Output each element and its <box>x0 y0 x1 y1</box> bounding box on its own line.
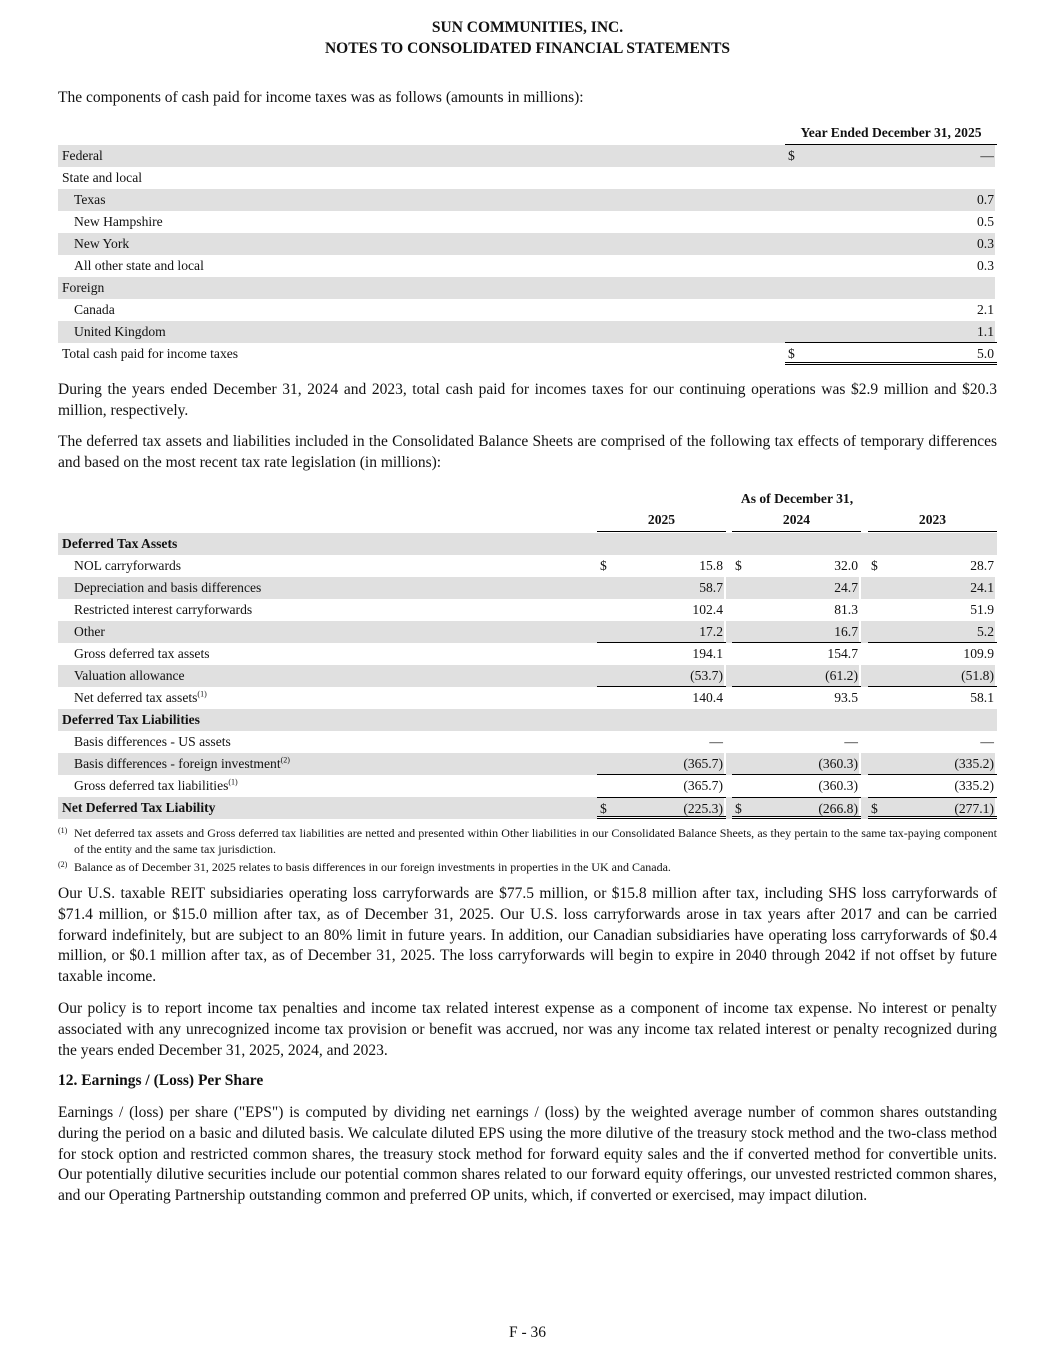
deferred-value: (61.2) <box>825 668 858 683</box>
cash-tax-value-cell <box>785 321 997 343</box>
dollar-sign: $ <box>735 558 742 573</box>
cash-tax-row-label: New Hampshire <box>74 214 163 229</box>
deferred-tax-row <box>58 555 997 577</box>
dollar-sign: $ <box>735 801 742 816</box>
cash-tax-value: — <box>980 148 994 163</box>
deferred-value-cell-2025 <box>597 599 726 621</box>
deferred-value-cell-2024 <box>732 577 861 599</box>
deferred-value: (360.3) <box>818 756 858 771</box>
cell-shading <box>785 277 995 299</box>
deferred-value-cell-2024 <box>732 775 861 797</box>
row-label-text: Deferred Tax Liabilities <box>62 712 200 727</box>
deferred-value-cell-2024 <box>732 599 861 621</box>
footnote-1-text: Net deferred tax assets and Gross deferred tax liabilities are netted and presented within Other liabilities in our Consolidated Balance Sheets, as they pertain to the same tax-paying component of the entity and the same tax jurisdiction. <box>74 826 997 856</box>
deferred-tax-row <box>58 687 997 709</box>
deferred-value: 32.0 <box>834 558 858 573</box>
deferred-tax-row-label <box>74 624 105 640</box>
cash-tax-row <box>58 321 997 343</box>
deferred-value-cell-2023 <box>868 577 997 599</box>
deferred-tax-row-label <box>74 580 261 596</box>
dollar-sign: $ <box>600 558 607 573</box>
cash-tax-row-label: Texas <box>74 192 106 207</box>
year-header-2025: 2025 <box>597 512 726 532</box>
deferred-tax-row-label <box>74 668 185 684</box>
deferred-value-cell-2024 <box>732 555 861 577</box>
deferred-value: — <box>844 734 858 749</box>
deferred-tax-row-label <box>74 558 181 574</box>
deferred-tax-row-label <box>74 690 207 706</box>
deferred-value: 102.4 <box>692 602 723 617</box>
cash-tax-row-label: All other state and local <box>74 258 204 273</box>
dollar-sign: $ <box>600 801 607 816</box>
year-header-2023: 2023 <box>868 512 997 532</box>
deferred-value-cell-2023 <box>868 687 997 709</box>
deferred-value: — <box>709 734 723 749</box>
deferred-value: (53.7) <box>690 668 723 683</box>
deferred-tax-row <box>58 577 997 599</box>
deferred-value: (277.1) <box>954 801 994 816</box>
deferred-value-cell-2025 <box>597 775 726 797</box>
deferred-value: — <box>980 734 994 749</box>
cash-tax-value: 0.3 <box>977 258 994 273</box>
dollar-sign: $ <box>871 801 878 816</box>
deferred-value-cell-2025 <box>597 731 726 753</box>
cash-tax-value-cell <box>785 189 997 211</box>
deferred-tax-row <box>58 753 997 775</box>
cash-tax-row <box>58 299 997 321</box>
deferred-value: 81.3 <box>834 602 858 617</box>
cash-tax-row <box>58 167 997 189</box>
cash-tax-row <box>58 277 997 299</box>
footnote-1-mark: (1) <box>58 826 68 835</box>
row-label-text: Depreciation and basis differences <box>74 580 262 595</box>
deferred-value-cell-2024 <box>732 797 861 819</box>
cell-shading <box>868 621 995 642</box>
deferred-value-cell-2025 <box>597 577 726 599</box>
row-label-text: NOL carryforwards <box>74 558 182 573</box>
deferred-value: 15.8 <box>699 558 723 573</box>
company-name: SUN COMMUNITIES, INC. <box>431 19 624 36</box>
row-label-text: Gross deferred tax assets <box>74 646 210 661</box>
row-label-text: Valuation allowance <box>74 668 185 683</box>
deferred-tax-row-label <box>74 734 231 750</box>
deferred-value-cell-2025 <box>597 753 726 775</box>
deferred-value: 58.1 <box>970 690 994 705</box>
cash-tax-value: 0.5 <box>977 214 994 229</box>
footnote-2-mark: (2) <box>58 860 68 869</box>
cash-tax-value: 0.3 <box>977 236 994 251</box>
deferred-value: 24.1 <box>970 580 994 595</box>
deferred-value: 17.2 <box>699 624 723 639</box>
as-of-header: As of December 31, <box>740 491 854 506</box>
deferred-value: 58.7 <box>699 580 723 595</box>
deferred-value-cell-2025 <box>597 621 726 643</box>
deferred-value: 194.1 <box>692 646 723 661</box>
deferred-value-cell-2025 <box>597 555 726 577</box>
eps-paragraph: Earnings / (loss) per share ("EPS") is computed by dividing net earnings / (loss) by the weighted average number of common shares outstanding during the period on a basic and diluted basis. We calculate diluted EPS using the more dilutive of the treasury stock method and the two-class method for stock option and restricted common shares, the treasury stock method for forward equity sales and the if converted method for convertible units. Our potentially dilutive securities include our potential common shares related to our forward equity offerings, our unvested restricted common shares, and our Operating Partnership outstanding common and preferred OP units, which, if converted or exercised, may impact dilution. <box>58 1104 997 1205</box>
cash-tax-value-cell <box>785 343 997 365</box>
footnote-1 <box>58 826 997 857</box>
deferred-value: 51.9 <box>970 602 994 617</box>
deferred-tax-row <box>58 621 997 643</box>
page-number: F - 36 <box>508 1324 547 1341</box>
deferred-tax-row-label <box>74 646 210 662</box>
deferred-value-cell-2024 <box>732 731 861 753</box>
cash-tax-value: 2.1 <box>977 302 994 317</box>
reit-loss-paragraph: Our U.S. taxable REIT subsidiaries operating loss carryforwards are $77.5 million, or $15.8 million after tax, including SHS loss carryforwards of $71.4 million, or $15.0 million after tax, as of December 31, 2025. Our U.S. loss carryforwards arose in tax years after 2017 and can be carried forward indefinitely, but are subject to an 80% limit in future years. In addition, our Canadian subsidiaries have operating loss carryforwards of $0.4 million, or $0.1 million after tax, as of December 31, 2025. The loss carryforwards will begin to expire in 2040 through 2042 if not offset by future taxable income. <box>58 885 997 986</box>
row-label-text: Net Deferred Tax Liability <box>62 800 216 815</box>
deferred-value-cell-2023 <box>868 753 997 775</box>
cell-shading <box>785 233 995 255</box>
deferred-value-cell-2024 <box>732 665 861 687</box>
deferred-value-cell-2023 <box>868 621 997 643</box>
deferred-value-cell-2023 <box>868 643 997 665</box>
cash-tax-value-cell <box>785 255 997 277</box>
deferred-intro-paragraph: The deferred tax assets and liabilities included in the Consolidated Balance Sheets are comprised of the following tax effects of temporary differences and based on the most recent tax rate legislation (in millions): <box>58 433 997 471</box>
year-header-2024: 2024 <box>732 512 861 532</box>
deferred-value: (360.3) <box>818 778 858 793</box>
cash-tax-row <box>58 211 997 233</box>
deferred-value-cell-2025 <box>597 643 726 665</box>
cell-shading <box>785 145 995 167</box>
cash-tax-row <box>58 255 997 277</box>
deferred-tax-row-label <box>62 536 177 552</box>
deferred-value: 140.4 <box>692 690 723 705</box>
cash-tax-row <box>58 233 997 255</box>
footnote-ref: (1) <box>228 777 238 787</box>
deferred-tax-row-label <box>62 800 215 816</box>
deferred-value-cell-2025 <box>597 687 726 709</box>
deferred-tax-row-label <box>74 756 290 772</box>
deferred-value-cell-2025 <box>597 797 726 819</box>
cash-tax-value-cell <box>785 167 997 189</box>
deferred-tax-row <box>58 797 997 819</box>
cash-tax-value-cell <box>785 145 997 167</box>
row-label-text: Restricted interest carryforwards <box>74 602 253 617</box>
cash-tax-value: 1.1 <box>977 324 994 339</box>
deferred-value: 28.7 <box>970 558 994 573</box>
deferred-tax-row <box>58 775 997 797</box>
deferred-tax-row <box>58 665 997 687</box>
cash-tax-value-cell <box>785 277 997 299</box>
deferred-tax-row <box>58 709 997 731</box>
deferred-value: 24.7 <box>834 580 858 595</box>
deferred-value: 16.7 <box>834 624 858 639</box>
deferred-value-cell-2023 <box>868 731 997 753</box>
cash-tax-column-header: Year Ended December 31, 2025 <box>785 125 997 145</box>
row-label-text: Gross deferred tax liabilities <box>74 778 229 793</box>
deferred-tax-row-label <box>62 712 200 728</box>
deferred-tax-row-label <box>74 602 252 618</box>
deferred-value-cell-2024 <box>732 753 861 775</box>
deferred-tax-row-label <box>74 778 238 794</box>
deferred-value: 93.5 <box>834 690 858 705</box>
cash-tax-value-cell <box>785 211 997 233</box>
deferred-value: (225.3) <box>683 801 723 816</box>
deferred-value: (335.2) <box>954 756 994 771</box>
deferred-value: 109.9 <box>963 646 994 661</box>
deferred-tax-row <box>58 533 997 555</box>
deferred-value-cell-2024 <box>732 621 861 643</box>
cash-tax-row-label: Federal <box>62 148 103 163</box>
deferred-value-cell-2024 <box>732 687 861 709</box>
cash-tax-row-label: Canada <box>74 302 115 317</box>
deferred-value: (365.7) <box>683 778 723 793</box>
deferred-value: 5.2 <box>977 624 994 639</box>
cash-tax-value: 5.0 <box>977 346 994 361</box>
cash-tax-row-label: United Kingdom <box>74 324 166 339</box>
row-label-text: Deferred Tax Assets <box>62 536 178 551</box>
deferred-value-cell-2023 <box>868 599 997 621</box>
cash-tax-row-label: New York <box>74 236 130 251</box>
cash-tax-row <box>58 343 997 365</box>
deferred-value-cell-2023 <box>868 555 997 577</box>
deferred-tax-row <box>58 731 997 753</box>
footnote-2 <box>58 860 997 876</box>
cash-tax-value-cell <box>785 233 997 255</box>
deferred-value-cell-2023 <box>868 797 997 819</box>
row-label-text: Net deferred tax assets <box>74 690 198 705</box>
tax-policy-paragraph: Our policy is to report income tax penalties and income tax related interest expense as a component of income tax expense. No interest or penalty associated with any unrecognized income tax provision or benefit was accrued, nor was any income tax related interest or penalty recognized during the years ended December 31, 2025, 2024, and 2023. <box>58 1000 997 1059</box>
dollar-sign: $ <box>871 558 878 573</box>
prior-years-paragraph: During the years ended December 31, 2024 and 2023, total cash paid for incomes taxes for our continuing operations was $2.9 million and $20.3 million, respectively. <box>58 381 997 419</box>
section-heading-eps: 12. Earnings / (Loss) Per Share <box>58 1072 264 1089</box>
dollar-sign: $ <box>788 346 795 361</box>
cash-tax-value-cell <box>785 299 997 321</box>
deferred-value: (266.8) <box>818 801 858 816</box>
row-label-text: Other <box>74 624 105 639</box>
deferred-value: (51.8) <box>961 668 994 683</box>
cash-tax-value: 0.7 <box>977 192 994 207</box>
deferred-tax-row <box>58 643 997 665</box>
footnote-ref: (1) <box>197 689 207 699</box>
cell-shading <box>785 189 995 211</box>
footnote-2-text: Balance as of December 31, 2025 relates to basis differences in our foreign investments in properties in the UK and Canada. <box>74 860 671 874</box>
cash-tax-row <box>58 189 997 211</box>
cash-tax-row <box>58 145 997 167</box>
cash-tax-row-label: Total cash paid for income taxes <box>62 346 239 361</box>
deferred-value: (335.2) <box>954 778 994 793</box>
deferred-value-cell-2023 <box>868 665 997 687</box>
cell-shading <box>785 321 995 342</box>
footnote-ref: (2) <box>280 755 290 765</box>
dollar-sign: $ <box>788 148 795 163</box>
row-label-text: Basis differences - foreign investment <box>74 756 281 771</box>
deferred-value-cell-2023 <box>868 775 997 797</box>
cash-tax-row-label: State and local <box>62 170 143 185</box>
deferred-value-cell-2025 <box>597 665 726 687</box>
document-subtitle: NOTES TO CONSOLIDATED FINANCIAL STATEMENTS <box>324 40 731 57</box>
deferred-tax-row <box>58 599 997 621</box>
deferred-value-cell-2024 <box>732 643 861 665</box>
cash-tax-intro: The components of cash paid for income taxes was as follows (amounts in millions): <box>58 89 584 106</box>
row-label-text: Basis differences - US assets <box>74 734 231 749</box>
deferred-value: (365.7) <box>683 756 723 771</box>
deferred-value: 154.7 <box>827 646 858 661</box>
cash-tax-row-label: Foreign <box>62 280 105 295</box>
